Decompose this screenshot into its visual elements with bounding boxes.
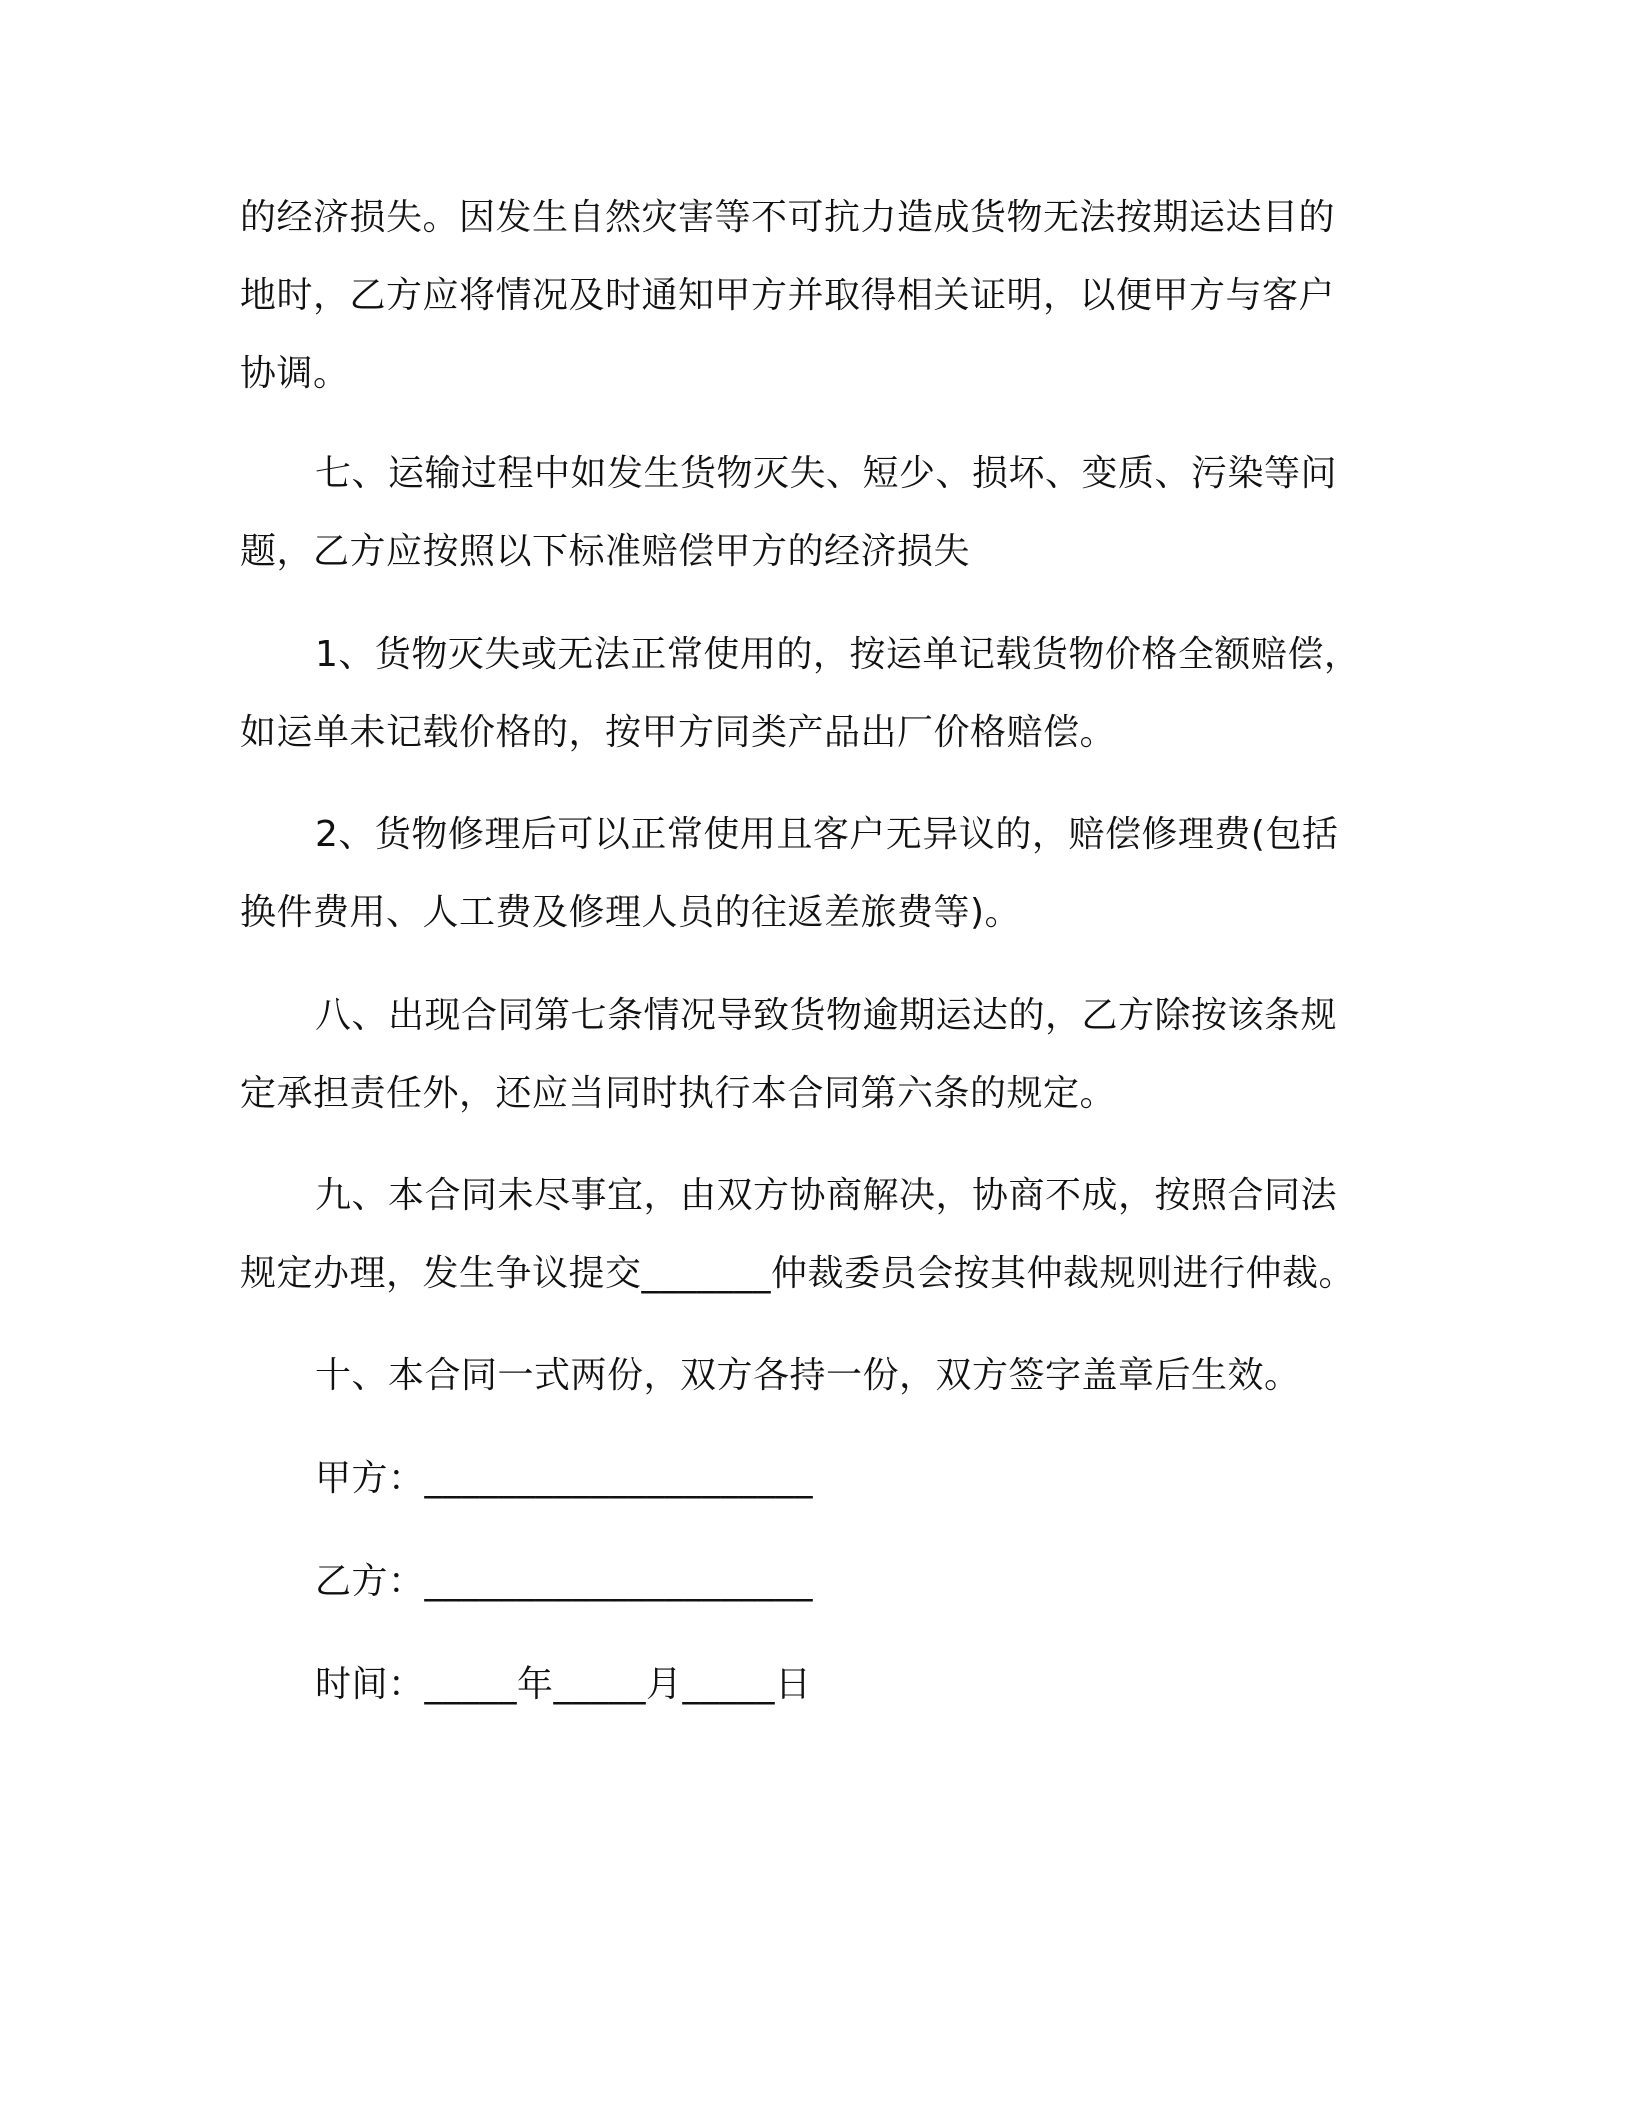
item-2-line-1: 2、货物修理后可以正常使用且客户无异议的，赔偿修理费(包括 (315, 814, 1339, 855)
item-2-line-2: 换件费用、人工费及修理人员的往返差旅费等)。 (240, 892, 1022, 933)
party-b-signature: 乙方：_____________________ (315, 1561, 814, 1602)
item-1-line-2: 如运单未记载价格的，按甲方同类产品出厂价格赔偿。 (240, 712, 1117, 753)
date-line: 时间：_____年_____月_____日 (315, 1664, 812, 1705)
clause-8-line-2: 定承担责任外，还应当同时执行本合同第六条的规定。 (240, 1073, 1117, 1114)
text-line-2: 地时，乙方应将情况及时通知甲方并取得相关证明，以便甲方与客户 (240, 275, 1336, 316)
item-1-line-1: 1、货物灭失或无法正常使用的，按运单记载货物价格全额赔偿， (315, 634, 1361, 675)
clause-7-line-2: 题，乙方应按照以下标准赔偿甲方的经济损失 (240, 531, 971, 572)
clause-9-line-2: 规定办理，发生争议提交_______仲裁委员会按其仲裁规则进行仲裁。 (240, 1253, 1356, 1294)
clause-7-line-1: 七、运输过程中如发生货物灭失、短少、损坏、变质、污染等问 (315, 453, 1338, 494)
clause-9-line-1: 九、本合同未尽事宜，由双方协商解决，协商不成，按照合同法 (315, 1175, 1338, 1216)
clause-8-line-1: 八、出现合同第七条情况导致货物逾期运达的，乙方除按该条规 (315, 995, 1338, 1036)
text-line-1: 的经济损失。因发生自然灾害等不可抗力造成货物无法按期运达目的 (240, 197, 1336, 238)
clause-10-line: 十、本合同一式两份，双方各持一份，双方签字盖章后生效。 (315, 1355, 1301, 1396)
party-a-signature: 甲方：_____________________ (315, 1458, 814, 1499)
text-line-3: 协调。 (240, 353, 350, 394)
